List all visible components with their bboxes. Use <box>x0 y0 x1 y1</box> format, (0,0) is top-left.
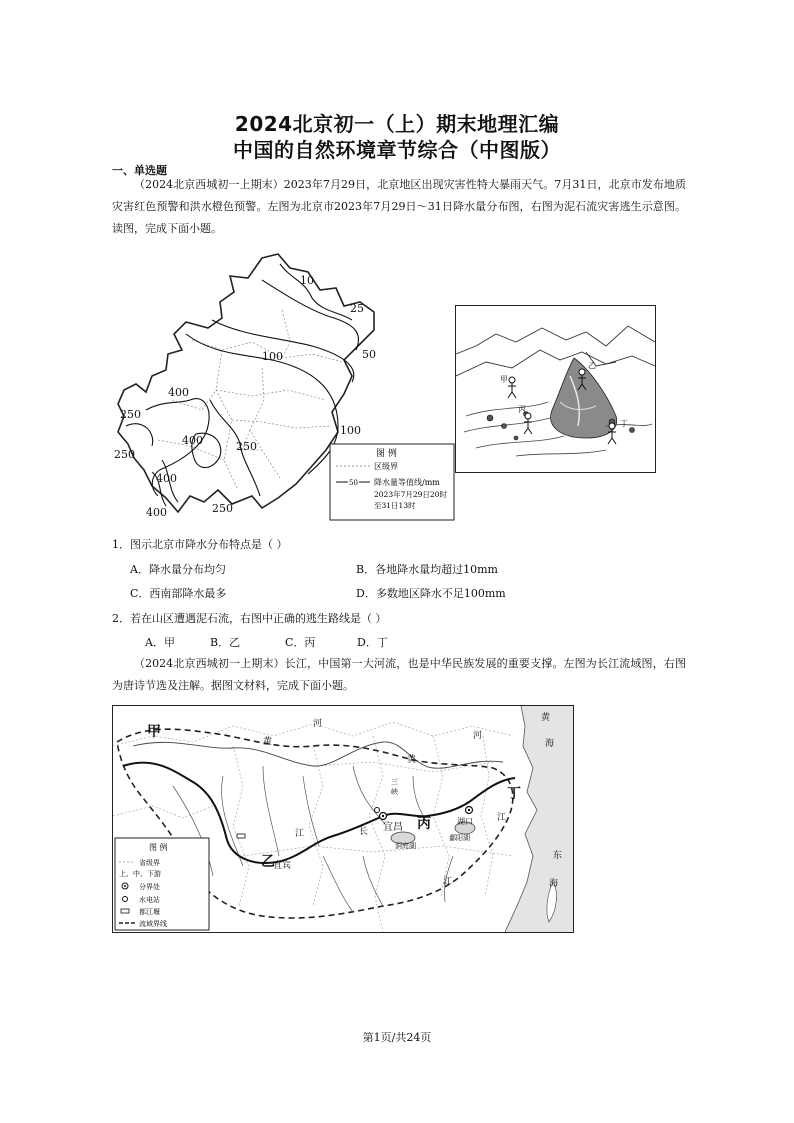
contour-label: 250 <box>114 448 135 461</box>
map2-legend <box>115 838 209 930</box>
label-yi: 乙 <box>261 854 275 870</box>
contour-label: 25 <box>350 302 364 315</box>
q2-option-a[interactable]: A．甲 <box>145 636 175 649</box>
route-label-ding: 丁 <box>620 419 628 428</box>
passage-2: （2024北京西城初一上期末）长江，中国第一大河流，也是中华民族发展的重要支撑。左图为长江流域图，右图为唐诗节选及注解。据图文材料，完成下面小题。 <box>112 657 686 692</box>
legend2-dujiangyan: 都江堰 <box>139 908 160 916</box>
contour-label: 100 <box>340 424 361 437</box>
label-chang: 长 <box>359 827 369 837</box>
question-2: 2．若在山区遭遇泥石流，右图中正确的逃生路线是（ ） <box>112 612 387 625</box>
q1-option-b[interactable]: B．各地降水量均超过10mm <box>356 563 498 576</box>
question-1: 1．图示北京市降水分布特点是（ ） <box>112 538 288 551</box>
contour-label: 10 <box>300 274 314 287</box>
q2-option-c[interactable]: C．丙 <box>285 636 316 649</box>
hydro-station <box>375 808 380 813</box>
label-bing: 丙 <box>417 816 431 832</box>
passage-1: （2024北京西城初一上期末）2023年7月29日，北京地区出现灾害性特大暴雨天气。7月31日，北京市发布地质灾害红色预警和洪水橙色预警。左图为北京市2023年7月29日～31日降水量分布图，右图为泥石流灾害逃生示意图。读图，完成下面小题。 <box>112 178 686 235</box>
q2-option-d[interactable]: D．丁 <box>357 636 388 649</box>
route-label-yi: 乙 <box>588 361 596 370</box>
legend2-hydro: 水电站 <box>139 896 160 904</box>
legend2-divide-1: 上、中、下游 <box>119 870 161 878</box>
label-jia: 甲 <box>147 724 161 740</box>
label-hukou: 湖口 <box>457 817 473 826</box>
legend2-divide-2: 分界处 <box>139 883 160 891</box>
q1-option-c[interactable]: C．西南部降水最多 <box>130 587 227 600</box>
label-sanxia-1: 三 <box>391 778 398 786</box>
section-heading: 一、单选题 <box>112 164 167 177</box>
label-he1: 河 <box>313 719 323 729</box>
contour-label: 250 <box>236 440 257 453</box>
contour-label: 400 <box>182 434 203 447</box>
route-label-bing: 丙 <box>518 405 526 414</box>
legend-time-2: 至31日13时 <box>374 501 416 510</box>
contour-label: 400 <box>168 386 189 399</box>
dujiangyan-marker <box>237 834 245 838</box>
label-dongting: 洞庭湖 <box>395 842 416 850</box>
label-east-sea-2: 海 <box>549 879 559 889</box>
contour-label: 50 <box>362 348 376 361</box>
label-jiang-east: 江 <box>497 813 507 823</box>
page-footer: 第1页/共24页 <box>362 1031 432 1044</box>
title-line2: 中国的自然环境章节综合（中图版） <box>233 138 561 162</box>
label-yibin: 宜宾 <box>273 861 292 871</box>
label-huang-sea-1: 黄 <box>541 713 551 723</box>
route-label-jia: 甲 <box>500 375 508 384</box>
legend2-provincial: 省级界 <box>139 859 160 867</box>
mountains <box>456 326 655 376</box>
yangtze-basin-map <box>112 705 574 933</box>
legend-isoline-label: 降水量等值线/mm <box>374 478 440 487</box>
label-he2: 河 <box>473 731 483 741</box>
legend2-basin: 流域界线 <box>139 920 167 928</box>
contour-label: 400 <box>156 472 177 485</box>
debris-flow-illustration <box>455 305 656 473</box>
contour-label: 250 <box>120 408 141 421</box>
legend-boundary: 区级界 <box>374 462 398 471</box>
label-sanxia-2: 峡 <box>391 788 398 796</box>
legend2-title: 图 例 <box>149 843 168 852</box>
label-jiang-upper: 江 <box>295 829 305 839</box>
q2-option-b[interactable]: B．乙 <box>210 636 241 649</box>
contour-label: 250 <box>212 502 233 515</box>
label-jiang-south: 江 <box>443 877 453 887</box>
contour-label: 400 <box>146 506 167 519</box>
beijing-precipitation-map <box>112 250 460 522</box>
label-ding: 丁 <box>507 786 521 802</box>
q1-option-d[interactable]: D．多数地区降水不足100mm <box>356 587 506 600</box>
isolines <box>126 264 359 506</box>
legend-time-1: 2023年7月29日20时 <box>374 490 447 499</box>
map1-legend <box>330 444 454 520</box>
contour-label: 100 <box>262 350 283 363</box>
q1-option-a[interactable]: A．降水量分布均匀 <box>130 563 226 576</box>
label-huang1: 黄 <box>263 737 273 747</box>
label-poyang: 鄱阳湖 <box>449 834 470 842</box>
label-huang-sea-2: 海 <box>545 739 555 749</box>
title-line1: 2024北京初一（上）期末地理汇编 <box>234 112 560 136</box>
label-east-sea-1: 东 <box>553 851 563 861</box>
legend-isoline-value: 50 <box>349 479 358 487</box>
sea-area <box>505 706 573 932</box>
label-huang2: 黄 <box>407 755 417 765</box>
legend-title: 图 例 <box>376 449 397 459</box>
label-yichang: 宜昌 <box>383 822 403 833</box>
